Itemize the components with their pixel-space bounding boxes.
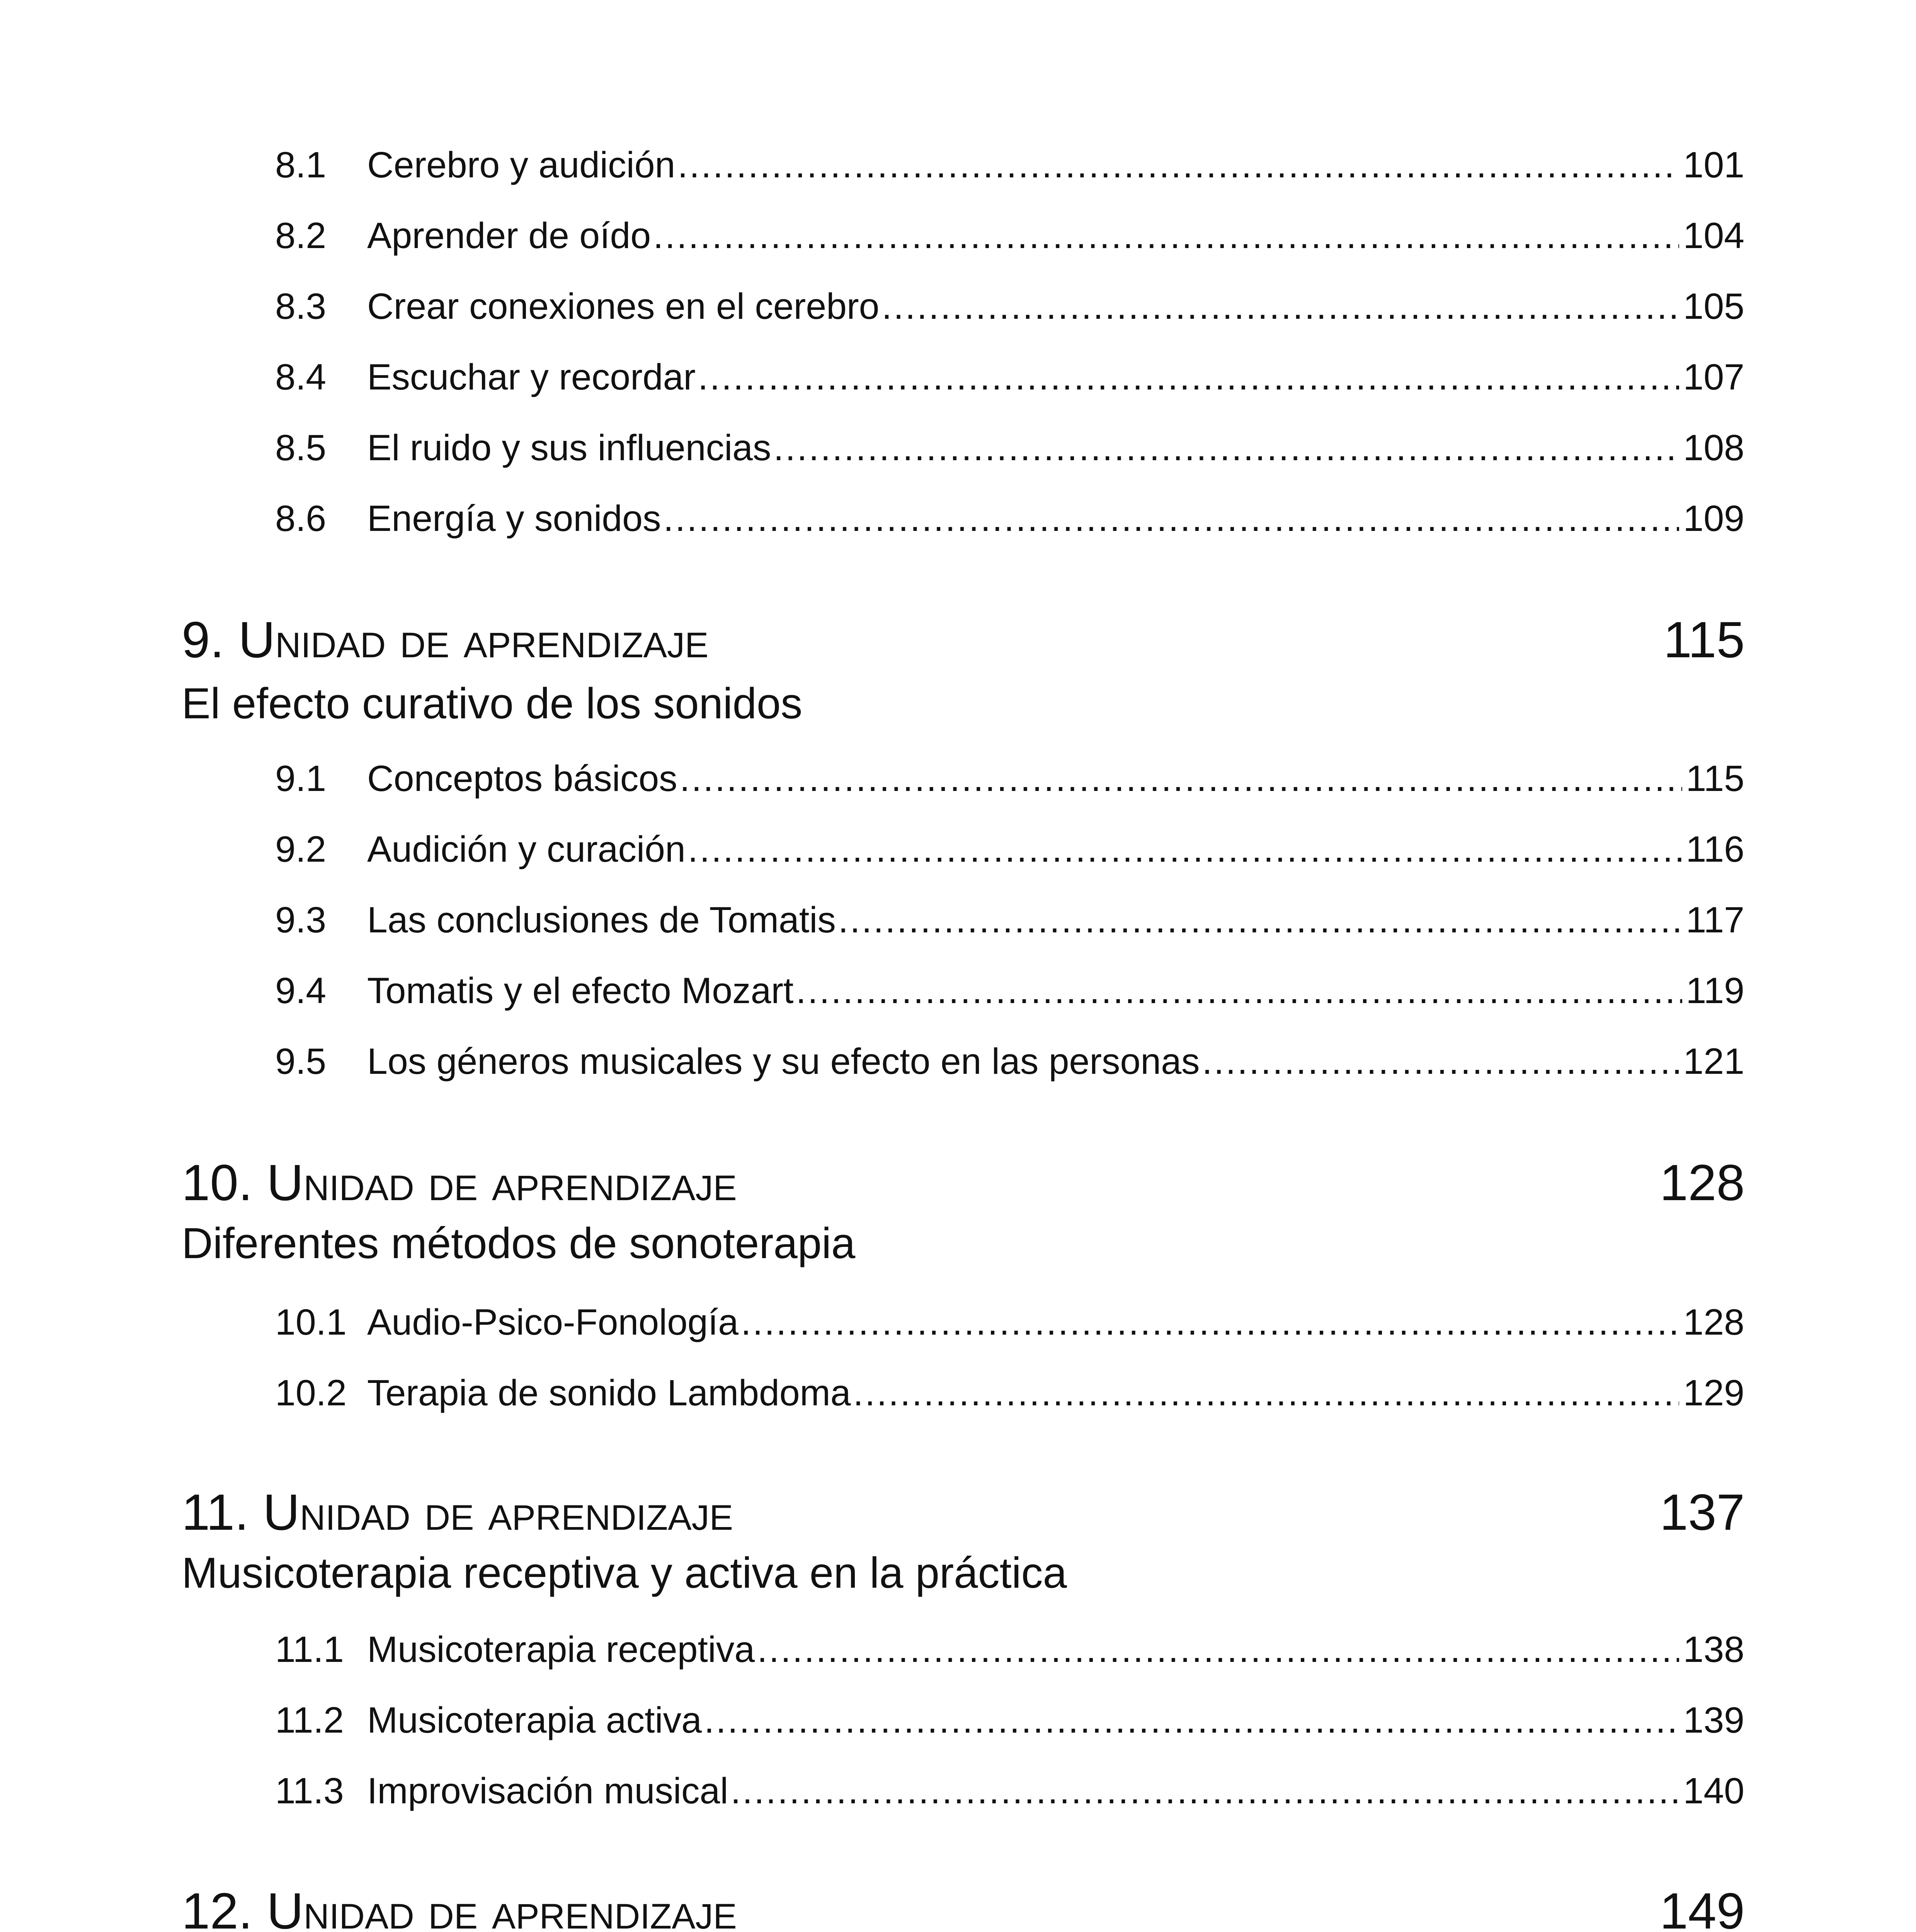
toc-entry-page: 139 [1683, 1700, 1744, 1741]
unit-page: 137 [1659, 1484, 1745, 1541]
toc-entry-number: 8.5 [275, 427, 327, 468]
toc-entry-8-5[interactable] [275, 427, 1744, 468]
unit-heading-9[interactable] [182, 611, 1745, 668]
toc-entry-9-4[interactable] [275, 970, 1744, 1011]
dot-leader [1202, 1043, 1679, 1080]
toc-entry-title: Cerebro y audición [367, 145, 676, 185]
toc-entry-number: 8.1 [275, 145, 327, 185]
toc-entry-number: 9.4 [275, 970, 327, 1011]
toc-entry-title: Audición y curación [367, 829, 686, 870]
toc-entry-number: 8.6 [275, 498, 327, 539]
toc-entry-number: 8.4 [275, 357, 327, 398]
unit-subtitle: El efecto curativo de los sonidos [182, 679, 803, 728]
toc-entry-number: 9.2 [275, 829, 327, 870]
toc-entry-8-4[interactable] [275, 359, 1744, 396]
toc-entry-page: 101 [1683, 145, 1744, 185]
toc-entry-9-3[interactable] [275, 902, 1744, 939]
toc-entry-page: 121 [1683, 1041, 1744, 1082]
toc-entry-number: 9.3 [275, 900, 327, 940]
toc-entry-number: 10.1 [275, 1302, 347, 1343]
toc-entry-9-2[interactable] [275, 831, 1744, 868]
unit-label: Unidad de aprendizaje [267, 1154, 737, 1211]
toc-entry-10-1[interactable] [275, 1304, 1744, 1341]
dot-leader [680, 760, 1682, 797]
toc-entry-page: 116 [1686, 829, 1744, 870]
toc-entry-title: Aprender de oído [367, 215, 651, 256]
unit-number: 10. [182, 1154, 253, 1211]
toc-entry-page: 140 [1683, 1770, 1744, 1811]
dot-leader [677, 147, 1679, 184]
toc-entry-title: Los géneros musicales y su efecto en las personas [367, 1041, 1200, 1082]
toc-entry-title: Las conclusiones de Tomatis [367, 900, 836, 940]
toc-entry-page: 105 [1683, 286, 1744, 327]
unit-subtitle: Diferentes métodos de sonoterapia [182, 1219, 856, 1267]
dot-leader [757, 1631, 1679, 1668]
toc-entry-number: 10.2 [275, 1372, 347, 1413]
dot-leader [881, 288, 1679, 325]
toc-entry-11-2[interactable] [275, 1702, 1744, 1739]
dot-leader [688, 831, 1682, 868]
unit-number: 9. [182, 611, 225, 668]
dot-leader [704, 1702, 1679, 1739]
dot-leader [698, 359, 1679, 396]
toc-entry-9-5[interactable] [275, 1043, 1744, 1080]
unit-number: 12. [182, 1883, 253, 1932]
toc-entry-page: 117 [1686, 900, 1744, 940]
toc-entry-number: 11.2 [275, 1700, 344, 1741]
toc-entry-page: 107 [1683, 357, 1744, 398]
toc-entry-page: 138 [1683, 1629, 1744, 1670]
toc-entry-page: 119 [1686, 970, 1744, 1011]
unit-subtitle: Musicoterapia receptiva y activa en la práctica [182, 1549, 1067, 1597]
dot-leader [796, 973, 1682, 1009]
toc-entry-number: 9.1 [275, 758, 327, 799]
toc-entry-title: Crear conexiones en el cerebro [367, 286, 880, 327]
dot-leader [741, 1304, 1679, 1341]
toc-entry-title: Audio-Psico-Fonología [367, 1302, 739, 1343]
dot-leader [730, 1773, 1679, 1810]
unit-heading-title [182, 611, 709, 668]
toc-entry-title: Musicoterapia activa [367, 1700, 702, 1741]
toc-entry-number: 8.2 [275, 215, 327, 256]
toc-entry-number: 11.3 [275, 1770, 344, 1811]
toc-entry-11-3[interactable] [275, 1770, 1744, 1811]
unit-heading-title [182, 1154, 737, 1211]
toc-entry-9-1[interactable] [275, 760, 1744, 797]
unit-label: Unidad de aprendizaje [267, 1883, 737, 1932]
unit-heading-title [182, 1484, 733, 1541]
toc-entry-title: Escuchar y recordar [367, 357, 696, 398]
toc-entry-page: 128 [1683, 1302, 1744, 1343]
toc-entry-title: Terapia de sonido Lambdoma [367, 1372, 851, 1413]
unit-heading-10[interactable] [182, 1154, 1745, 1211]
dot-leader [653, 218, 1679, 254]
dot-leader [838, 902, 1682, 939]
toc-entry-title: Musicoterapia receptiva [367, 1629, 755, 1670]
unit-label: Unidad de aprendizaje [238, 611, 709, 668]
toc-entry-8-6[interactable] [275, 500, 1744, 537]
toc-entry-title: El ruido y sus influencias [367, 427, 771, 468]
dot-leader [853, 1375, 1679, 1412]
toc-entry-number: 8.3 [275, 286, 327, 327]
toc-entry-page: 115 [1686, 758, 1744, 799]
unit-page: 115 [1663, 611, 1745, 668]
toc-entry-8-3[interactable] [275, 288, 1744, 325]
toc-entry-8-2[interactable] [275, 215, 1744, 256]
toc-entry-number: 11.1 [275, 1629, 344, 1670]
unit-heading-12[interactable] [182, 1883, 1745, 1932]
toc-entry-number: 9.5 [275, 1041, 327, 1082]
toc-entry-page: 108 [1683, 427, 1744, 468]
toc-entry-11-1[interactable] [275, 1631, 1744, 1668]
toc-entry-title: Energía y sonidos [367, 498, 661, 539]
toc-entry-page: 104 [1683, 215, 1744, 256]
toc-entry-title: Improvisación musical [367, 1770, 728, 1811]
unit-page: 149 [1659, 1883, 1745, 1932]
unit-heading-title [182, 1883, 737, 1932]
toc-entry-page: 109 [1683, 498, 1744, 539]
dot-leader [774, 430, 1679, 466]
unit-page: 128 [1659, 1154, 1745, 1211]
toc-entry-title: Conceptos básicos [367, 758, 677, 799]
toc-entry-title: Tomatis y el efecto Mozart [367, 970, 794, 1011]
toc-entry-page: 129 [1683, 1372, 1744, 1413]
toc-entry-8-1[interactable] [275, 147, 1744, 184]
toc-entry-10-2[interactable] [275, 1372, 1744, 1413]
unit-label: Unidad de aprendizaje [263, 1484, 733, 1541]
unit-heading-11[interactable] [182, 1484, 1745, 1541]
unit-number: 11. [182, 1484, 249, 1541]
dot-leader [663, 500, 1679, 537]
